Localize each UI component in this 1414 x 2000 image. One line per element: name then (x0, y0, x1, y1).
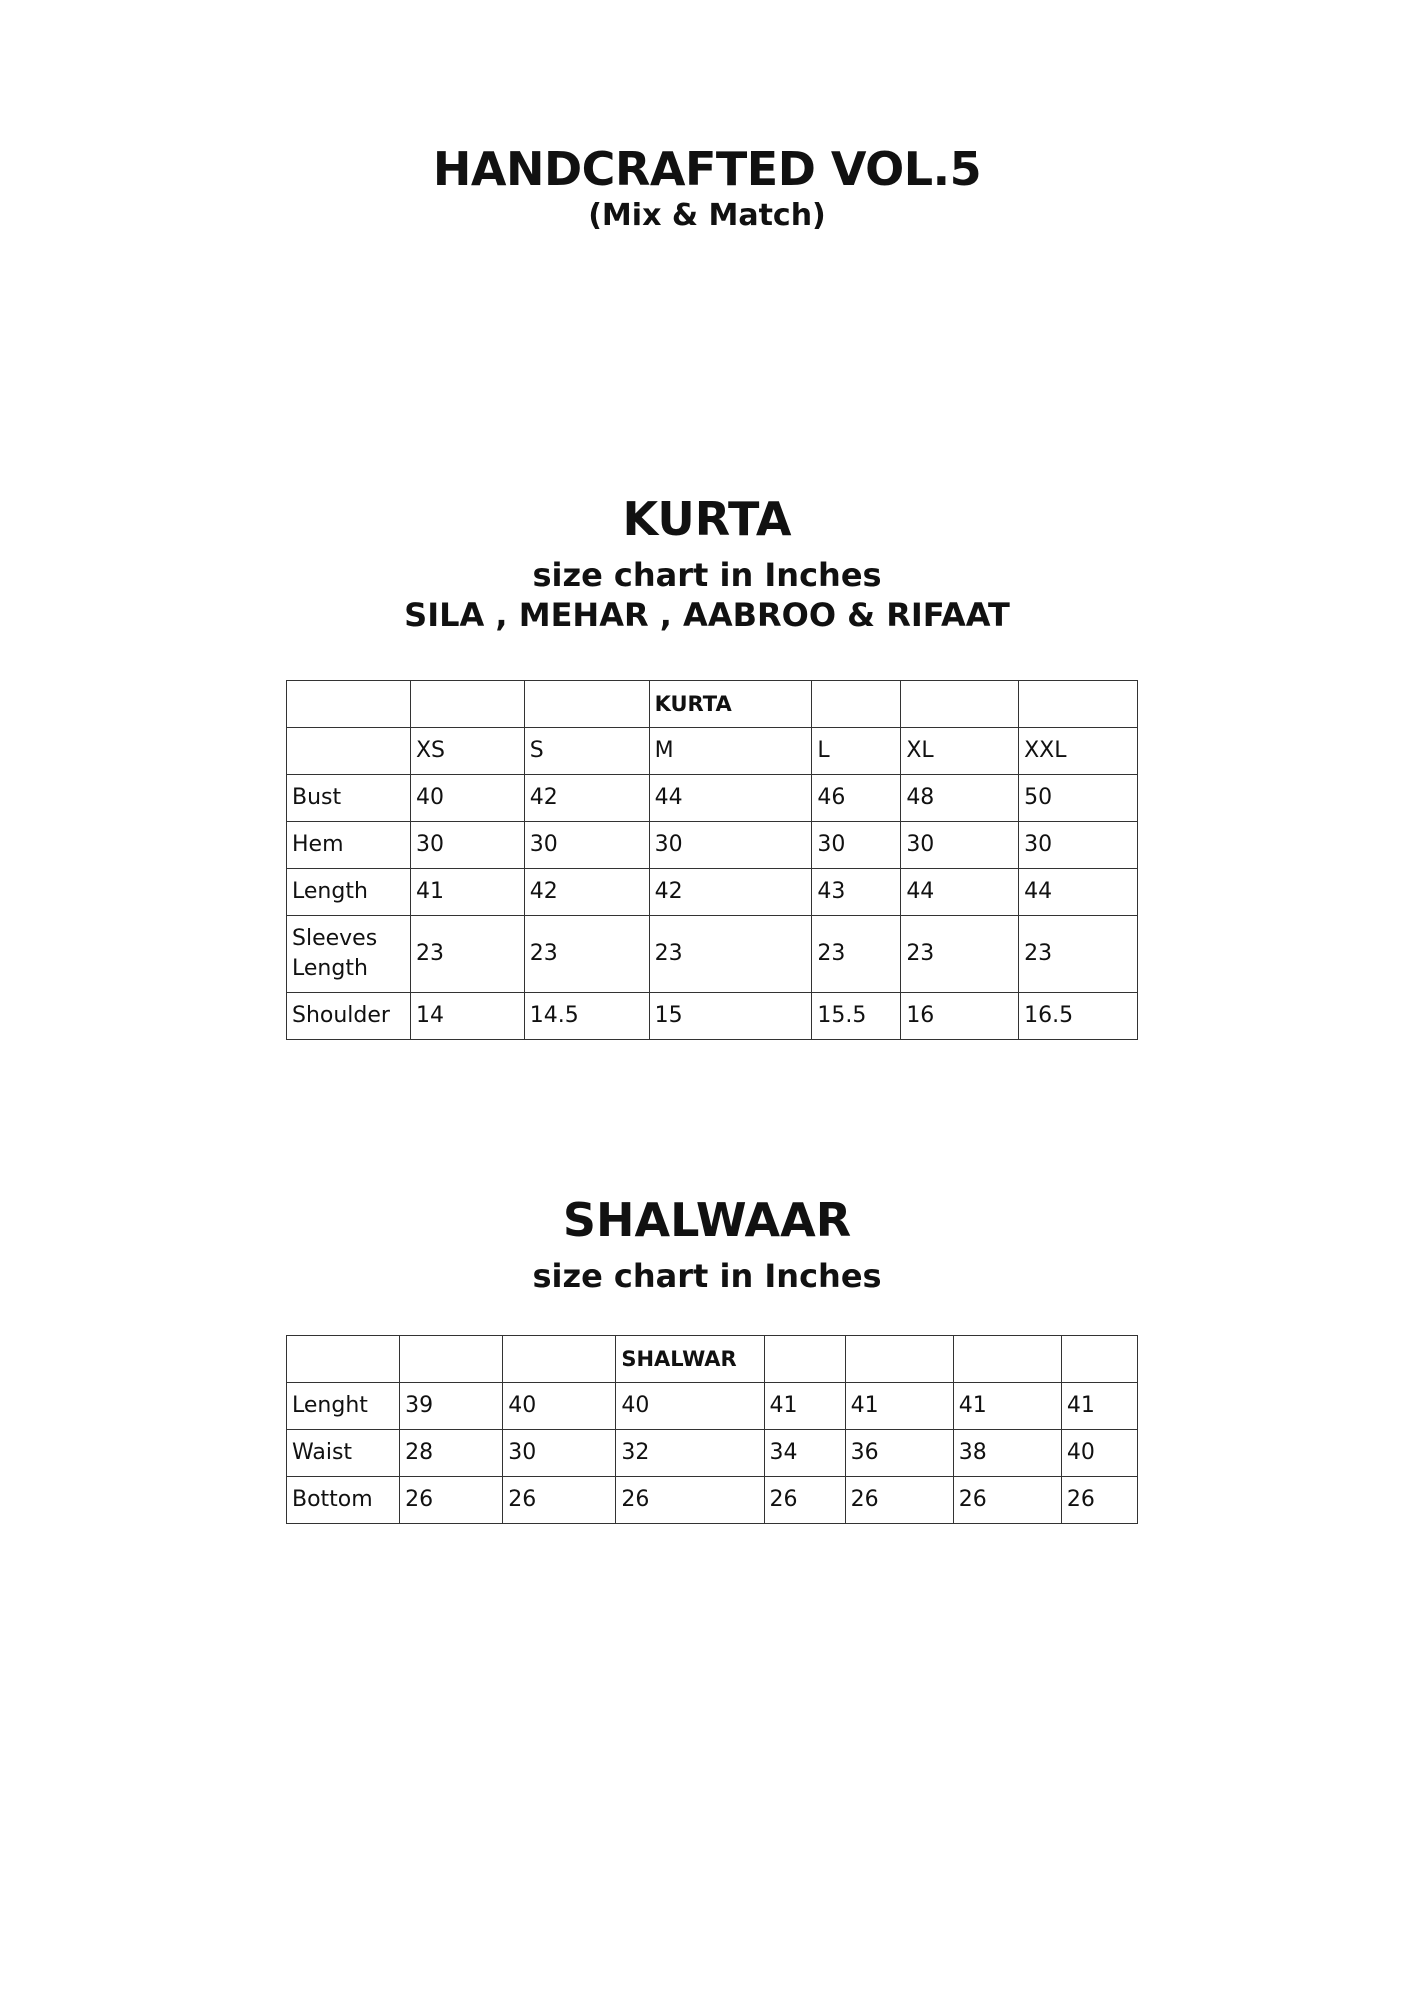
row-label: Length (287, 869, 411, 916)
table-cell: 26 (953, 1477, 1061, 1524)
table-cell: 38 (953, 1430, 1061, 1477)
table-cell (410, 681, 524, 728)
table-row (287, 869, 1138, 916)
table-cell: 23 (649, 916, 812, 993)
table-cell: 39 (400, 1383, 503, 1430)
table-row (287, 1477, 1138, 1524)
size-header-cell: XXL (1019, 728, 1138, 775)
row-label: Hem (287, 822, 411, 869)
row-label: Bust (287, 775, 411, 822)
table-cell (764, 1336, 845, 1383)
table-cell: 42 (524, 869, 649, 916)
table-cell: 36 (845, 1430, 953, 1477)
size-header-cell: XS (410, 728, 524, 775)
table-cell: 26 (845, 1477, 953, 1524)
table-cell: 30 (410, 822, 524, 869)
table-cell: 46 (812, 775, 901, 822)
table-cell: 41 (764, 1383, 845, 1430)
table-cell: 40 (410, 775, 524, 822)
kurta-heading: KURTA (622, 492, 792, 546)
table-row (287, 1383, 1138, 1430)
row-label: Waist (287, 1430, 400, 1477)
table-cell: 42 (524, 775, 649, 822)
table-row (287, 681, 1138, 728)
table-cell (524, 681, 649, 728)
table-cell: 23 (812, 916, 901, 993)
shalwaar-size-chart-subheading: size chart in Inches (532, 1257, 882, 1295)
kurta-size-table (286, 680, 1138, 1040)
table-cell (287, 1336, 400, 1383)
table-cell: 26 (400, 1477, 503, 1524)
document-title: HANDCRAFTED VOL.5 (432, 142, 982, 196)
table-cell (1019, 681, 1138, 728)
table-cell: 34 (764, 1430, 845, 1477)
table-cell: 15 (649, 993, 812, 1040)
table-cell: 30 (812, 822, 901, 869)
table-row (287, 728, 1138, 775)
table-cell: 32 (616, 1430, 764, 1477)
table-cell: 41 (953, 1383, 1061, 1430)
row-label: Lenght (287, 1383, 400, 1430)
table-cell (812, 681, 901, 728)
table-cell: 30 (503, 1430, 616, 1477)
table-cell: 40 (1061, 1430, 1137, 1477)
table-cell: 41 (410, 869, 524, 916)
table-cell: 30 (649, 822, 812, 869)
row-label: Shoulder (287, 993, 411, 1040)
kurta-size-chart-subheading: size chart in Inches (532, 556, 882, 594)
table-cell: 30 (901, 822, 1019, 869)
table-cell: 44 (1019, 869, 1138, 916)
table-cell: 14.5 (524, 993, 649, 1040)
table-cell: 40 (616, 1383, 764, 1430)
table-cell: 15.5 (812, 993, 901, 1040)
table-cell: 40 (503, 1383, 616, 1430)
table-cell: 23 (1019, 916, 1138, 993)
shalwaar-heading: SHALWAAR (562, 1193, 852, 1247)
shalwar-size-table (286, 1335, 1138, 1524)
table-cell: 44 (649, 775, 812, 822)
table-row (287, 916, 1138, 993)
table-cell: 48 (901, 775, 1019, 822)
row-label: Sleeves Length (287, 916, 411, 993)
size-header-cell: M (649, 728, 812, 775)
table-cell (287, 728, 411, 775)
table-cell: 16.5 (1019, 993, 1138, 1040)
table-cell (953, 1336, 1061, 1383)
table-cell: 43 (812, 869, 901, 916)
table-cell: 23 (901, 916, 1019, 993)
table-cell: 23 (410, 916, 524, 993)
table-cell: 26 (616, 1477, 764, 1524)
document-subtitle: (Mix & Match) (588, 198, 826, 233)
table-cell: 26 (503, 1477, 616, 1524)
table-cell (400, 1336, 503, 1383)
table-cell: 26 (764, 1477, 845, 1524)
table-cell (1061, 1336, 1137, 1383)
table-row (287, 775, 1138, 822)
table-header-label: SHALWAR (616, 1336, 764, 1383)
table-row (287, 1336, 1138, 1383)
table-cell: 50 (1019, 775, 1138, 822)
size-header-cell: S (524, 728, 649, 775)
row-label: Bottom (287, 1477, 400, 1524)
table-cell: 30 (524, 822, 649, 869)
table-cell: 30 (1019, 822, 1138, 869)
kurta-collections-line: SILA , MEHAR , AABROO & RIFAAT (404, 596, 1010, 634)
size-header-cell: XL (901, 728, 1019, 775)
table-row (287, 993, 1138, 1040)
table-cell: 41 (1061, 1383, 1137, 1430)
table-cell: 42 (649, 869, 812, 916)
table-cell: 26 (1061, 1477, 1137, 1524)
table-cell: 14 (410, 993, 524, 1040)
table-cell (901, 681, 1019, 728)
table-cell: 41 (845, 1383, 953, 1430)
table-cell: 16 (901, 993, 1019, 1040)
table-cell (287, 681, 411, 728)
table-cell: 23 (524, 916, 649, 993)
table-cell (845, 1336, 953, 1383)
table-cell: 44 (901, 869, 1019, 916)
table-header-label: KURTA (649, 681, 812, 728)
table-cell (503, 1336, 616, 1383)
table-cell: 28 (400, 1430, 503, 1477)
table-row (287, 822, 1138, 869)
table-row (287, 1430, 1138, 1477)
size-header-cell: L (812, 728, 901, 775)
